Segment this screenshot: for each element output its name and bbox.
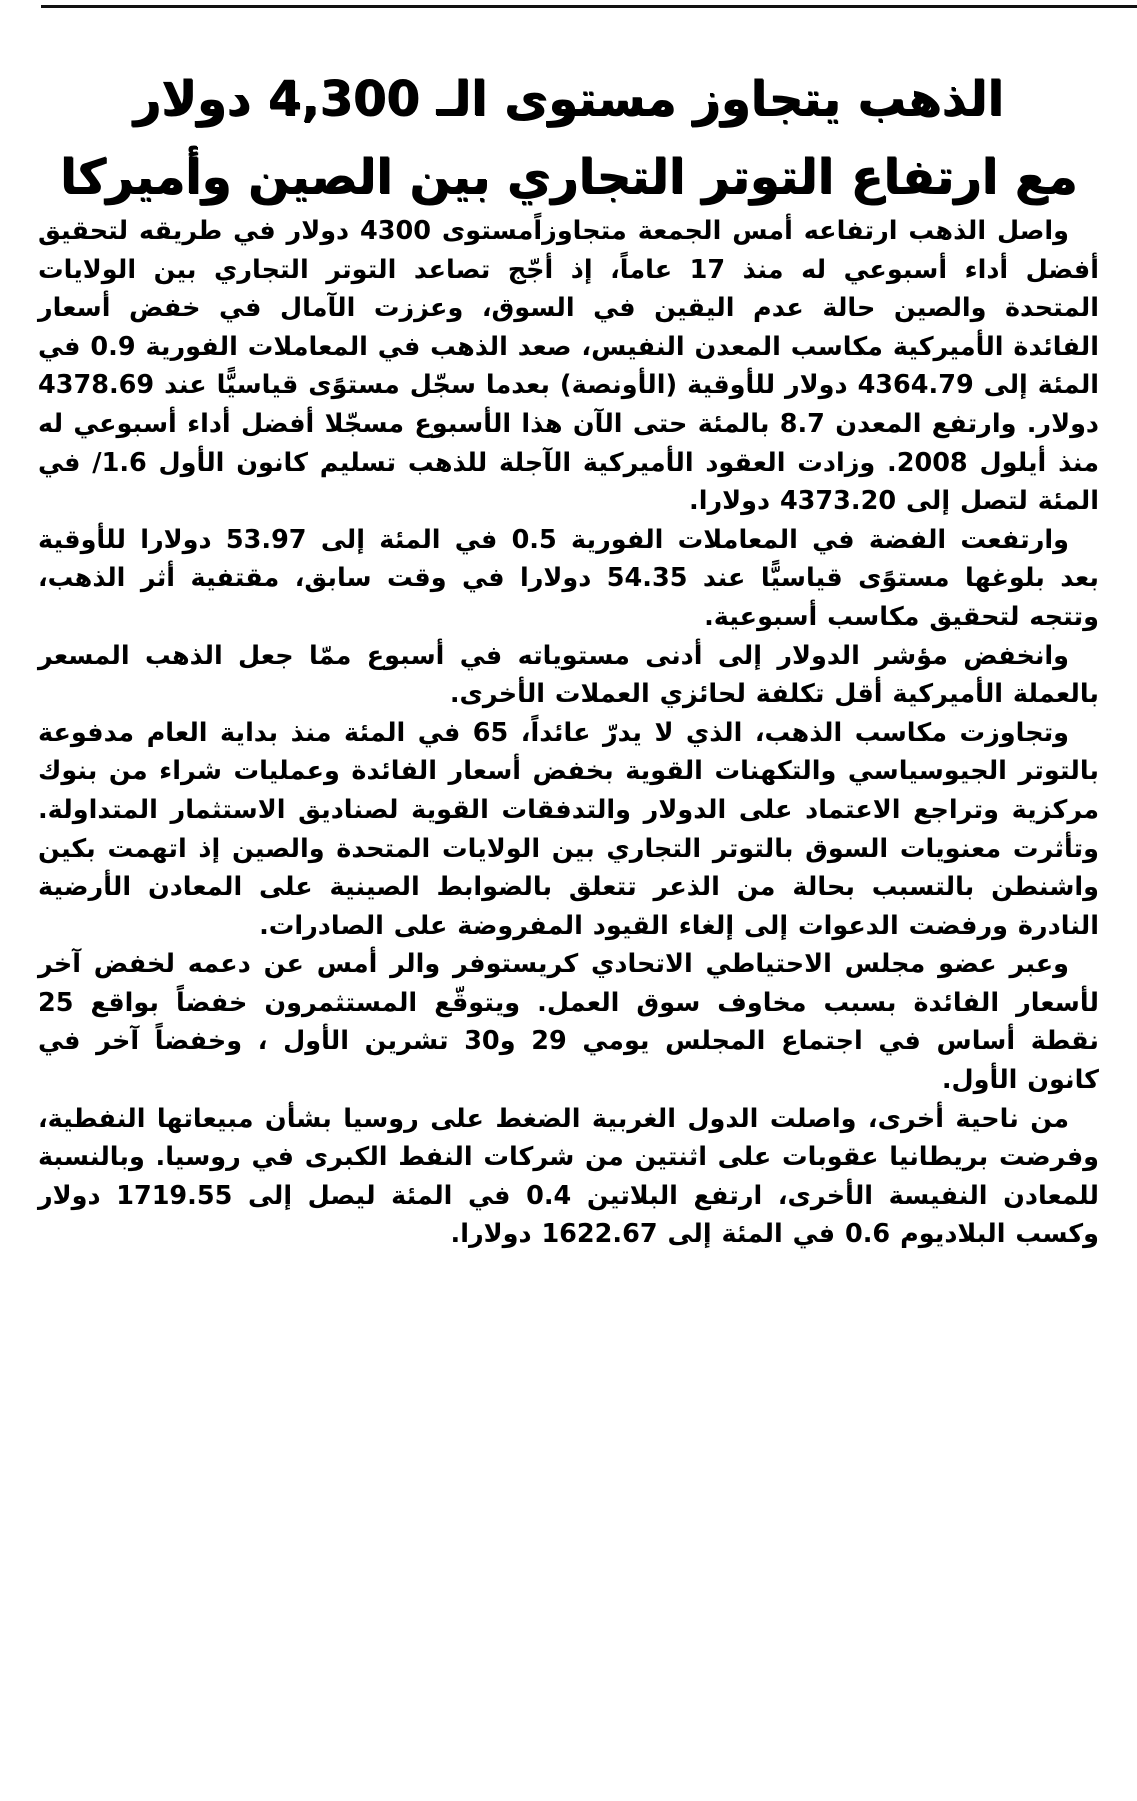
top-rule-divider	[41, 5, 1137, 8]
article-body	[38, 212, 1099, 1254]
article-paragraph-fed: وعبر عضو مجلس الاحتياطي الاتحادي كريستوفر والر أمس عن دعمه لخفض آخر لأسعار الفائدة بسبب مخاوف سوق العمل. ويتوقّع المستثمرون خفضاً بواقع 25 نقطة أساس في اجتماع المجلس يومي 29 و30 تشرين الأول ، وخفضاً آخر في كانون الأول.	[38, 949, 1099, 1096]
headline-line-2: مع ارتفاع التوتر التجاري بين الصين وأميركا	[59, 149, 1078, 205]
article-paragraph-gains: وتجاوزت مكاسب الذهب، الذي لا يدرّ عائداً، 65 في المئة منذ بداية العام مدفوعة بالتوتر الجيوسياسي والتكهنات القوية بخفض أسعار الفائدة وعمليات شراء من بنوك مركزية وتراجع الاعتماد على الدولار والتدفقات القوية لصناديق الاستثمار المتداولة. وتأثرت معنويات السوق بالتوتر التجاري بين الولايات المتحدة والصين إذ اتهمت بكين واشنطن بالتسبب بحالة من الذعر تتعلق بالضوابط الصينية على المعادن الأرضية النادرة ورفضت الدعوات إلى إلغاء القيود المفروضة على الصادرات.	[38, 717, 1099, 941]
headline	[40, 60, 1097, 216]
headline-line-1: الذهب يتجاوز مستوى الـ 4,300 دولار	[133, 71, 1004, 127]
article-paragraph-gold: واصل الذهب ارتفاعه أمس الجمعة متجاوزاًمستوى 4300 دولار في طريقه لتحقيق أفضل أداء أسبوعي له منذ 17 عاماً، إذ أجّج تصاعد التوتر التجاري بين الولايات المتحدة والصين حالة عدم اليقين في السوق، وعززت الآمال في خفض أسعار الفائدة الأميركية مكاسب المعدن النفيس، صعد الذهب في المعاملات الفورية 0.9 في المئة إلى 4364.79 دولار للأوقية (الأونصة) بعدما سجّل مستوًى قياسيًّا عند 4378.69 دولار. وارتفع المعدن 8.7 بالمئة حتى الآن هذا الأسبوع مسجّلا أفضل أداء أسبوعي له منذ أيلول 2008. وزادت العقود الأميركية الآجلة للذهب تسليم كانون الأول 1.6/ في المئة لتصل إلى 4373.20 دولارا.	[38, 216, 1100, 517]
article-paragraph-other-metals: من ناحية أخرى، واصلت الدول الغربية الضغط على روسيا بشأن مبيعاتها النفطية، وفرضت بريطانيا عقوبات على اثنتين من شركات النفط الكبرى في روسيا. وبالنسبة للمعادن النفيسة الأخرى، ارتفع البلاتين 0.4 في المئة ليصل إلى 1719.55 دولار وكسب البلاديوم 0.6 في المئة إلى 1622.67 دولارا.	[38, 1103, 1100, 1250]
article-paragraph-dollar: وانخفض مؤشر الدولار إلى أدنى مستوياته في أسبوع ممّا جعل الذهب المسعر بالعملة الأميركية أقل تكلفة لحائزي العملات الأخرى.	[38, 640, 1099, 710]
article-paragraph-silver: وارتفعت الفضة في المعاملات الفورية 0.5 في المئة إلى 53.97 دولارا للأوقية بعد بلوغها مستوًى قياسيًّا عند 54.35 دولارا في وقت سابق، مقتفية أثر الذهب، وتتجه لتحقيق مكاسب أسبوعية.	[38, 524, 1099, 632]
